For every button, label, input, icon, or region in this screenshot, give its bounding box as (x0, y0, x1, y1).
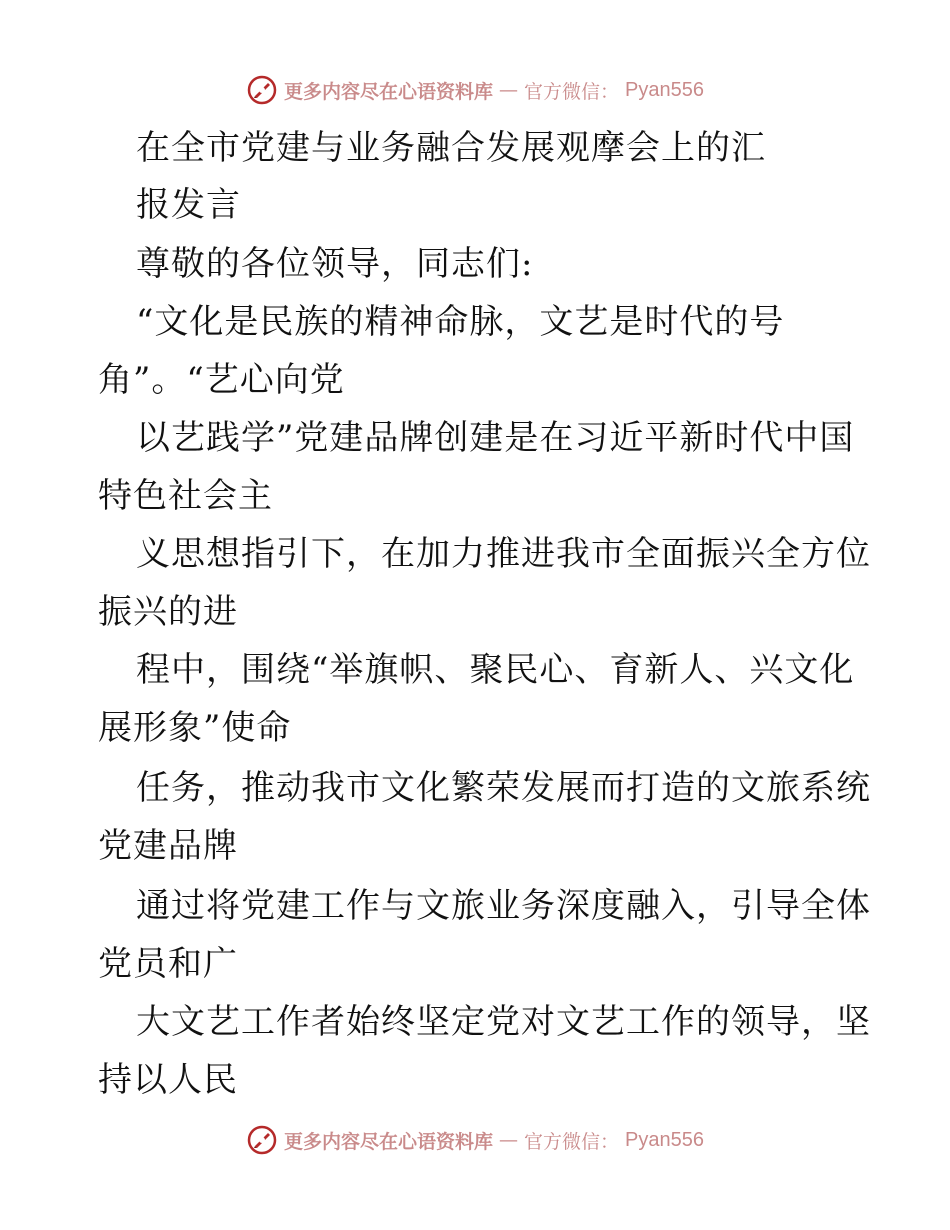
banner-dash: — (499, 1129, 519, 1151)
doc-line: 义思想指引下，在加力推进我市全面振兴全方位 (136, 534, 871, 574)
doc-line: 党建品牌 (98, 826, 238, 866)
banner-slogan: 更多内容尽在心语资料库 (284, 1130, 494, 1153)
doc-line: 角”。“艺心向党 (98, 360, 345, 400)
doc-line: 大文艺工作者始终坚定党对文艺工作的领导，坚 (136, 1002, 871, 1042)
quill-logo-icon (246, 1124, 278, 1156)
header-banner (0, 70, 950, 110)
banner-dash: — (499, 79, 519, 101)
doc-line: 任务，推动我市文化繁荣发展而打造的文旅系统 (136, 768, 871, 808)
doc-line: 报发言 (136, 185, 241, 225)
banner-contact-label: 官方微信： (524, 80, 620, 103)
quill-logo-icon (246, 74, 278, 106)
doc-line: 特色社会主 (98, 476, 273, 516)
doc-line: 以艺践学”党建品牌创建是在习近平新时代中国 (136, 418, 855, 458)
banner-wechat-id: Pyan556 (625, 1128, 704, 1151)
banner-wechat-id: Pyan556 (625, 78, 704, 101)
doc-line: 振兴的进 (98, 592, 238, 632)
banner-contact-label: 官方微信： (524, 1130, 620, 1153)
banner-slogan: 更多内容尽在心语资料库 (284, 80, 494, 103)
doc-line: 展形象”使命 (98, 708, 292, 748)
doc-line: 程中，围绕“举旗帜、聚民心、育新人、兴文化 (136, 650, 855, 690)
doc-line: 通过将党建工作与文旅业务深度融入，引导全体 (136, 886, 871, 926)
doc-line: “文化是民族的精神命脉，文艺是时代的号 (136, 302, 785, 342)
doc-line: 党员和广 (98, 944, 238, 984)
doc-line: 在全市党建与业务融合发展观摩会上的汇 (136, 128, 766, 168)
doc-line: 尊敬的各位领导，同志们: (136, 244, 534, 284)
footer-banner (0, 1120, 950, 1160)
doc-line: 持以人民 (98, 1060, 238, 1100)
